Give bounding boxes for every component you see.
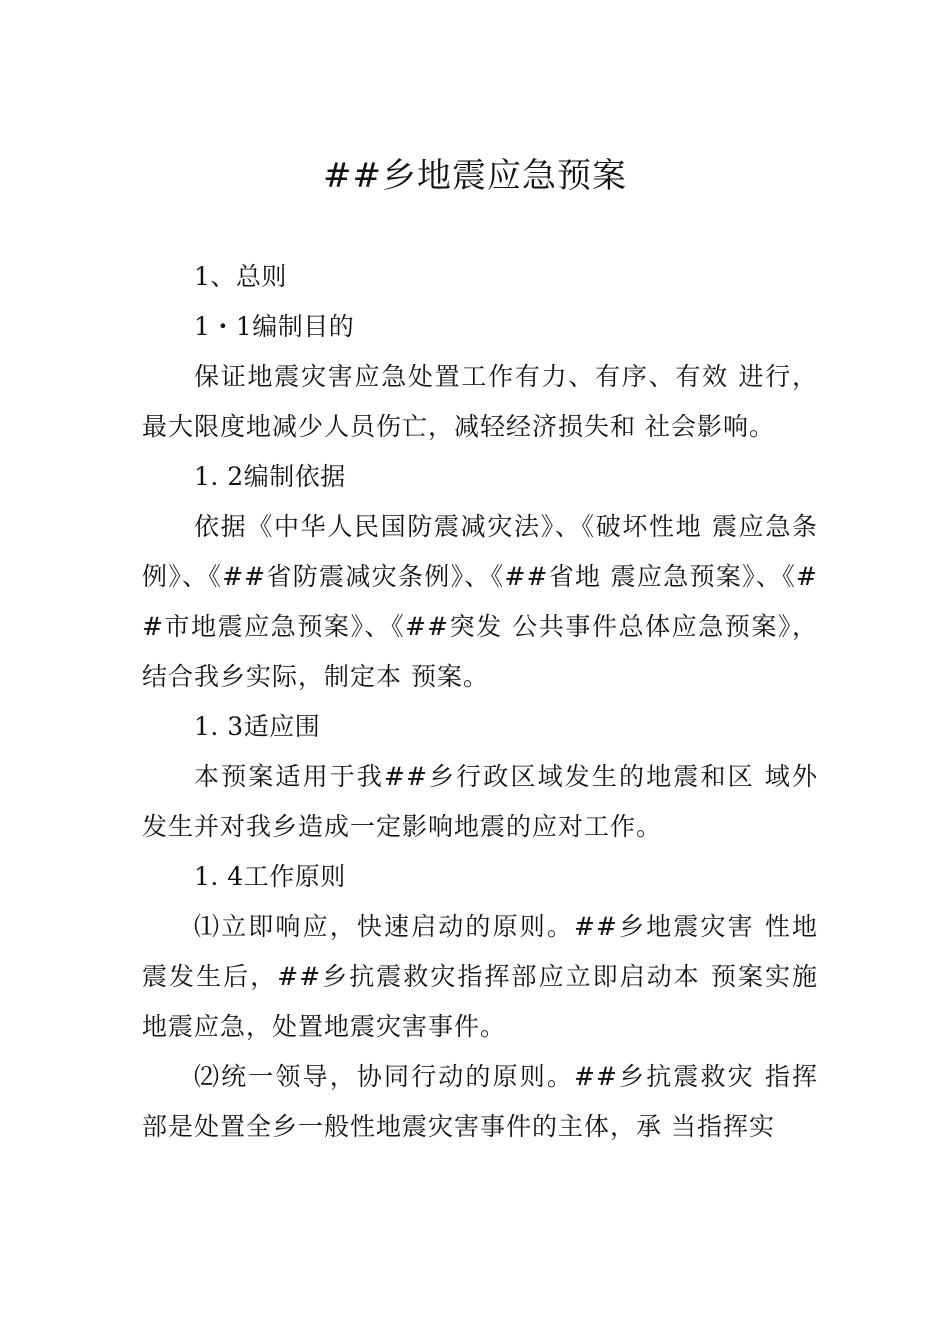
paragraph-purpose: 保证地震灾害应急处置工作有力、有序、有效 进行，最大限度地减少人员伤亡，减轻经济损失和 社会影响。 [142,362,818,441]
paragraph-basis: 依据《中华人民国防震减灾法》、《破坏性地 震应急条例》、《##省防震减灾条例》、《##省地 震应急预案》、《##市地震应急预案》、《##突发 公共事件总体应急预案》，结合我乡实际，制定本 预案。 [142,512,818,691]
section-heading-purpose: 1・1编制目的 [194,312,355,341]
paragraph-principle-1: ⑴立即响应，快速启动的原则。##乡地震灾害 性地震发生后，##乡抗震救灾指挥部应立即启动本 预案实施地震应急，处置地震灾害事件。 [142,912,818,1041]
section-heading-general: 1、总则 [194,262,287,291]
section-heading-basis: 1. 2编制依据 [194,462,346,491]
section-heading-principles: 1. 4工作原则 [194,862,346,891]
document-title: ##乡地震应急预案 [323,156,627,196]
paragraph-principle-2: ⑵统一领导，协同行动的原则。##乡抗震救灾 指挥部是处置全乡一般性地震灾害事件的主体，承 当指挥实 [142,1062,818,1141]
document-body [142,252,818,1152]
section-heading-scope: 1. 3适应围 [194,712,321,741]
paragraph-scope: 本预案适用于我##乡行政区域发生的地震和区 域外发生并对我乡造成一定影响地震的应对工作。 [142,762,818,841]
